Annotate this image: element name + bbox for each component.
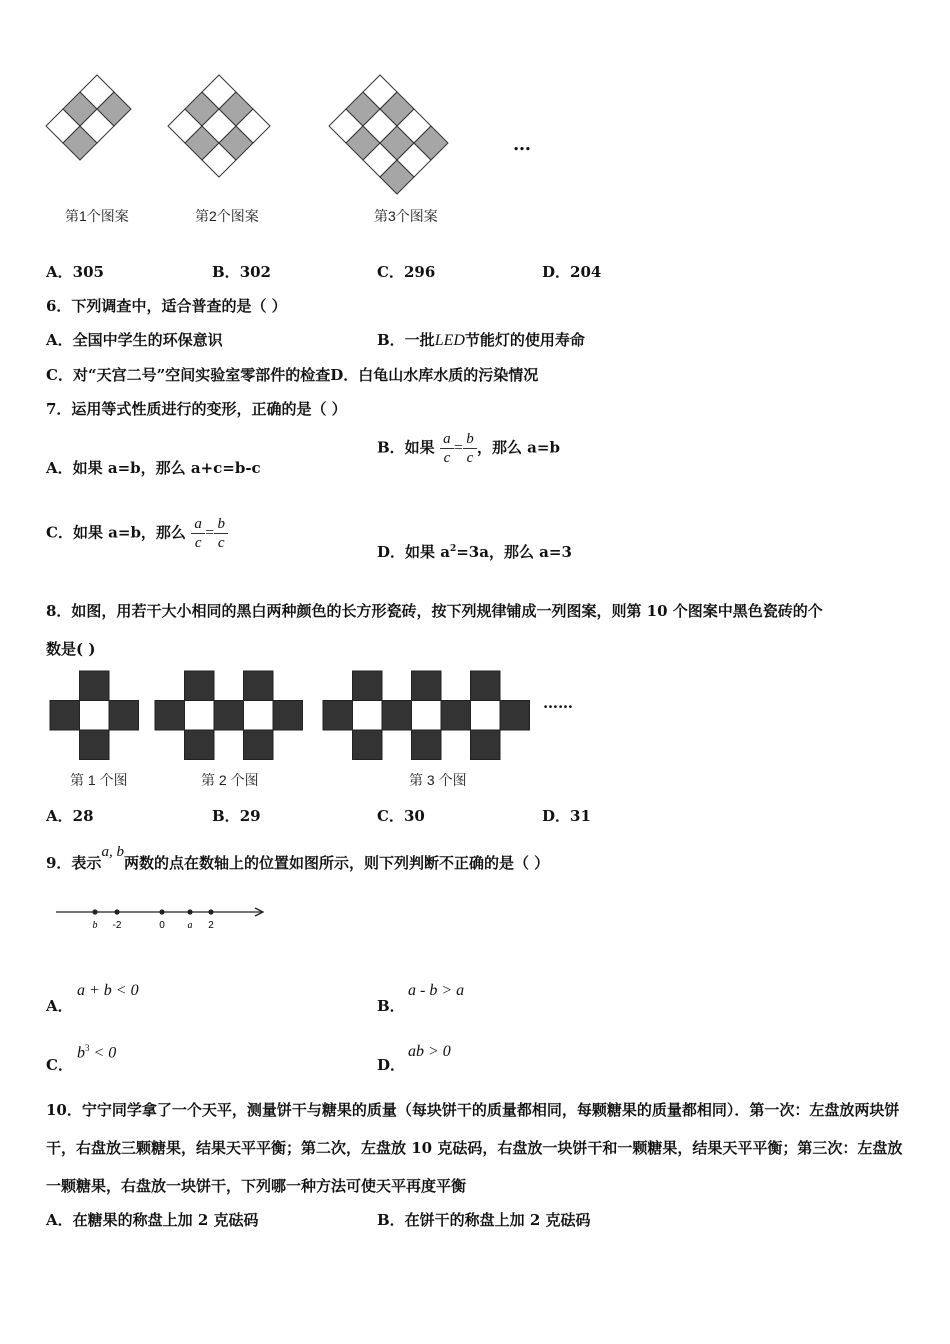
black-tile: [50, 701, 80, 731]
black-tile: [500, 701, 530, 731]
pattern-caption-1: 第1个图案: [65, 208, 129, 224]
tile-ellipsis: ……: [543, 694, 573, 712]
q9-option-c-letter[interactable]: C．: [46, 1056, 73, 1074]
black-tile: [353, 671, 383, 701]
pattern-caption-3: 第3个图案: [374, 208, 438, 224]
q7-stem: 7．运用等式性质进行的变形，正确的是（ ）: [46, 400, 347, 418]
q9-option-c-math: $b^3 < 0$: [77, 1043, 117, 1062]
fraction-a-over-c: $\frac{a}{c}$: [440, 430, 454, 467]
black-tile: [185, 730, 215, 760]
pattern-3: [329, 75, 448, 194]
number-line: [52, 900, 292, 940]
black-tile: [185, 671, 215, 701]
white-tile: [471, 701, 501, 731]
black-tile: [412, 671, 442, 701]
q8-option-b[interactable]: B．29: [212, 807, 261, 825]
q7-option-d[interactable]: D．如果 $a^2=3a$，那么 a=3: [377, 543, 572, 561]
black-tile: [353, 730, 383, 760]
q10-stem: 10．宁宁同学拿了一个天平，测量饼干与糖果的质量（每块饼干的质量都相同，每颗糖果的质量都相同）．第一次：左盘放两块饼干，右盘放三颗糖果，结果天平平衡；第二次，左盘放 10 克砝码，右盘放一块饼干和一颗糖果，结果天平平衡；第三次：左盘放一颗糖果，右盘放一块饼干，下列哪一种方法可使天平再度平衡: [46, 1101, 903, 1195]
black-tile: [155, 701, 185, 731]
q5-pattern-figure: [0, 0, 950, 240]
axis-label-two: 2: [208, 920, 214, 931]
black-tile: [471, 671, 501, 701]
q6-option-c-d[interactable]: C．对“天宫二号”空间实验室零部件的检查D．白龟山水库水质的污染情况: [46, 366, 539, 384]
axis-label-neg-2: -2: [112, 920, 122, 931]
black-tile: [441, 701, 471, 731]
white-tile: [80, 701, 110, 731]
q8-stem-line1: 8．如图，用若干大小相同的黑白两种颜色的长方形瓷砖，按下列规律铺成一列图案，则第 10 个图案中黑色瓷砖的个: [46, 602, 823, 620]
q8-tile-figure: [0, 668, 950, 768]
white-tile: [185, 701, 215, 731]
q9-option-a-letter[interactable]: A．: [46, 997, 73, 1015]
tile-caption-2: 第 2 个图: [201, 772, 259, 788]
black-tile: [80, 730, 110, 760]
q5-option-b[interactable]: B．302: [212, 263, 271, 281]
q5-option-a[interactable]: A．305: [46, 263, 104, 281]
q5-option-d[interactable]: D．204: [542, 263, 602, 281]
q9-option-a-math: a + b < 0: [77, 982, 139, 999]
q8-option-c[interactable]: C．30: [377, 807, 425, 825]
black-tile: [323, 701, 353, 731]
q6-option-a[interactable]: A．全国中学生的环保意识: [46, 331, 223, 349]
q7-option-b[interactable]: B．如果 $\frac{a}{c}$ = $\frac{b}{c}$ ，那么 a=b: [377, 431, 560, 466]
q8-stem-line2: 数是( ): [46, 640, 96, 658]
q8-option-a[interactable]: A．28: [46, 807, 94, 825]
black-tile: [109, 701, 139, 731]
point-two: [208, 909, 213, 914]
axis-label-a: a: [187, 920, 193, 931]
q6-stem: 6．下列调查中，适合普查的是（ ）: [46, 297, 287, 315]
q10-option-a[interactable]: A．在糖果的称盘上加 2 克砝码: [46, 1211, 259, 1229]
tile-pattern-2: [155, 671, 303, 760]
point-b: [92, 909, 97, 914]
q10-option-b[interactable]: B．在饼干的称盘上加 2 克砝码: [377, 1211, 591, 1229]
pattern-1: [46, 75, 131, 160]
q9-option-d-math: ab > 0: [408, 1043, 451, 1060]
tile-pattern-3: [323, 671, 530, 760]
white-tile: [353, 701, 383, 731]
black-tile: [471, 730, 501, 760]
axis-label-b: b: [92, 920, 98, 931]
q7-option-c[interactable]: C．如果 a=b，那么 $\frac{a}{c}$ = $\frac{b}{c}$: [46, 515, 228, 552]
point-zero: [159, 909, 164, 914]
black-tile: [412, 730, 442, 760]
black-tile: [382, 701, 412, 731]
point-neg-2: [114, 909, 119, 914]
pattern-2: [168, 75, 270, 177]
q6-option-b[interactable]: B．一批LED节能灯的使用寿命: [377, 331, 585, 349]
black-tile: [244, 671, 274, 701]
fraction-b-over-c: $\frac{b}{c}$: [214, 515, 228, 552]
tile-caption-1: 第 1 个图: [70, 772, 128, 788]
q9-option-b-letter[interactable]: B．: [377, 997, 405, 1015]
white-tile: [412, 701, 442, 731]
q9-option-d-letter[interactable]: D．: [377, 1056, 406, 1074]
q9-stem: 9．表示a, b两数的点在数轴上的位置如图所示，则下列判断不正确的是（ ）: [46, 844, 550, 872]
fraction-b-over-c: $\frac{b}{c}$: [463, 430, 477, 467]
axis-label-zero: 0: [159, 920, 165, 931]
q9-option-b-math: a - b > a: [408, 982, 465, 999]
white-tile: [244, 701, 274, 731]
tile-pattern-1: [50, 671, 139, 760]
q7-option-a[interactable]: A．如果 a=b，那么 a+c=b-c: [46, 459, 261, 477]
fraction-a-over-c: $\frac{a}{c}$: [191, 515, 205, 552]
black-tile: [273, 701, 303, 731]
black-tile: [80, 671, 110, 701]
black-tile: [214, 701, 244, 731]
tile-caption-3: 第 3 个图: [409, 772, 467, 788]
point-a: [187, 909, 192, 914]
q5-option-c[interactable]: C．296: [377, 263, 436, 281]
black-tile: [244, 730, 274, 760]
pattern-ellipsis: …: [513, 134, 531, 155]
q8-option-d[interactable]: D．31: [542, 807, 591, 825]
pattern-caption-2: 第2个图案: [195, 208, 259, 224]
